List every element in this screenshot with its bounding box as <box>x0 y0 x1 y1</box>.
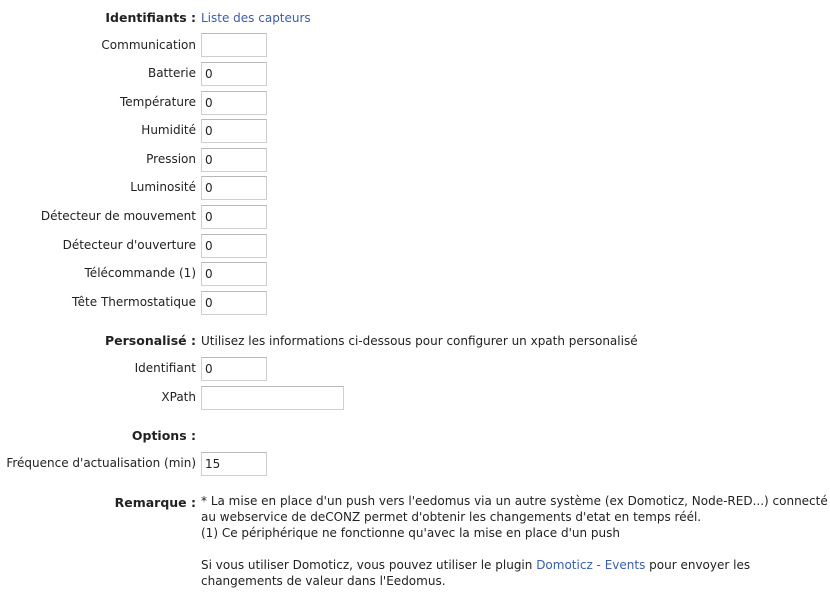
luminosite-label: Luminosité <box>130 180 196 194</box>
batterie-label: Batterie <box>147 66 196 80</box>
detecteur-ouverture-label: Détecteur d'ouverture <box>62 238 196 252</box>
telecommande-label: Télécommande (1) <box>84 266 196 280</box>
detecteur-mouvement-label: Détecteur de mouvement <box>40 209 196 223</box>
personalise-heading: Personalisé : <box>104 333 196 348</box>
domoticz-events-link[interactable]: Domoticz - Events <box>536 558 646 572</box>
luminosite-input[interactable]: 0 <box>201 176 267 200</box>
batterie-input[interactable]: 0 <box>201 62 267 86</box>
frequence-label: Fréquence d'actualisation (min) <box>6 456 196 470</box>
identifiant-input[interactable]: 0 <box>201 357 267 381</box>
humidite-input[interactable]: 0 <box>201 119 267 143</box>
remarque-domoticz-after: pour envoyer les changements de valeur dans l'Eedomus. <box>201 558 751 588</box>
tete-thermostatique-label: Tête Thermostatique <box>72 295 196 309</box>
personalise-description: Utilisez les informations ci-dessous pour configurer un xpath personalisé <box>201 334 638 348</box>
communication-input[interactable] <box>201 33 267 57</box>
sensor-list-link[interactable]: Liste des capteurs <box>201 11 311 25</box>
detecteur-ouverture-input[interactable]: 0 <box>201 234 267 258</box>
temperature-input[interactable]: 0 <box>201 91 267 115</box>
temperature-label: Température <box>119 95 196 109</box>
options-heading: Options : <box>131 428 196 443</box>
xpath-input[interactable] <box>201 386 344 410</box>
pression-label: Pression <box>146 152 196 166</box>
remarque-text <box>201 493 830 589</box>
detecteur-mouvement-input[interactable]: 0 <box>201 205 267 229</box>
telecommande-input[interactable]: 0 <box>201 262 267 286</box>
remarque-line-peripherique: (1) Ce périphérique ne fonctionne qu'avec la mise en place d'un push <box>201 526 620 540</box>
identifiant-label: Identifiant <box>134 361 196 375</box>
remarque-line-push: * La mise en place d'un push vers l'eedomus via un autre système (ex Domoticz, Node-RED...) connecté au webservice de deCONZ permet d'obtenir les changements d'etat en temps réél. <box>201 494 828 524</box>
remarque-heading: Remarque : <box>114 495 196 510</box>
identifiants-heading: Identifiants : <box>105 10 196 25</box>
communication-label: Communication <box>101 38 196 52</box>
sensor-list-link-wrap <box>201 11 311 25</box>
humidite-label: Humidité <box>141 123 196 137</box>
frequence-input[interactable]: 15 <box>201 452 267 476</box>
remarque-domoticz-before: Si vous utiliser Domoticz, vous pouvez utiliser le plugin <box>201 558 537 572</box>
tete-thermostatique-input[interactable]: 0 <box>201 291 267 315</box>
pression-input[interactable]: 0 <box>201 148 267 172</box>
xpath-label: XPath <box>161 390 196 404</box>
remarque-line-domoticz <box>201 557 830 589</box>
